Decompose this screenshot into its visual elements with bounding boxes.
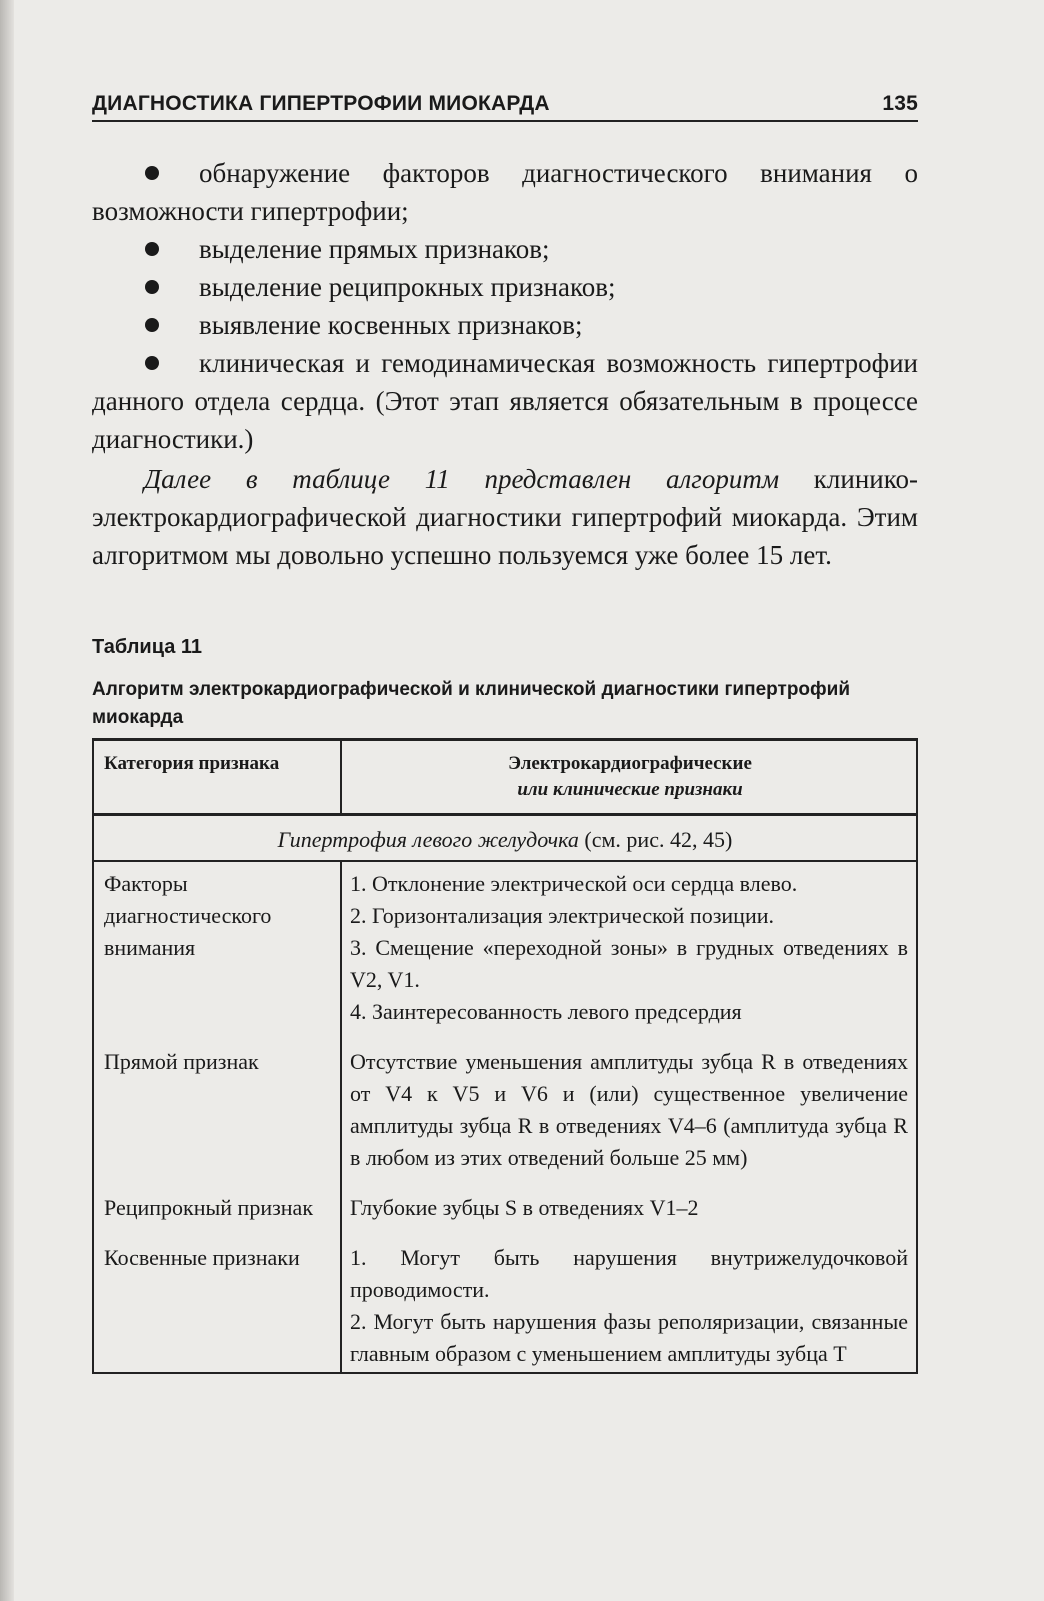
table-label: Таблица 11 <box>92 636 203 658</box>
body-paragraph: Далее в таблице 11 представлен алгоритм клинико-электрокардиографической диагностики гипертрофий миокарда. Этим алгоритмом мы довольно успешно пользуемся уже более 15 лет. <box>92 464 918 570</box>
bullet-item: обнаружение факторов диагностического внимания о возможности гипертрофии; <box>92 154 918 230</box>
row-category: Реципрокный признак <box>93 1176 341 1226</box>
row-category: Прямой признак <box>93 1030 341 1176</box>
bullet-item: выделение прямых признаков; <box>92 230 918 268</box>
body-text <box>92 154 918 574</box>
diagnostic-table <box>92 738 918 1374</box>
sign-item: 1. Отклонение электрической оси сердца влево. <box>350 871 798 896</box>
sign-item: 2. Могут быть нарушения фазы реполяризации, связанные главным образом с уменьшением амплитуды зубца T <box>350 1309 908 1366</box>
page-number: 135 <box>882 92 918 115</box>
sign-item: 4. Заинтересованность левого предсердия <box>350 999 742 1024</box>
table-section-row <box>93 815 917 862</box>
bullet-item: клиническая и гемодинамическая возможность гипертрофии данного отдела сердца. (Этот этап является обязательным в процессе диагностики.) <box>92 344 918 458</box>
row-signs <box>341 1226 917 1373</box>
table-row <box>93 1030 917 1176</box>
table-caption: Алгоритм электрокардиографической и клинической диагностики гипертрофий миокарда <box>92 679 851 728</box>
bullet-item: выделение реципрокных признаков; <box>92 268 918 306</box>
sign-item: 1. Могут быть нарушения внутрижелудочковой проводимости. <box>350 1245 908 1302</box>
header-title: ДИАГНОСТИКА ГИПЕРТРОФИИ МИОКАРДА <box>92 92 550 115</box>
page-gutter-shadow <box>0 0 14 1601</box>
table-row <box>93 1176 917 1226</box>
table-row <box>93 1226 917 1373</box>
column-header-signs: Электрокардиографические или клинические признаки <box>341 740 917 815</box>
table-header-row <box>93 740 917 815</box>
row-signs: Отсутствие уменьшения амплитуды зубца R в отведениях от V4 к V5 и V6 и (или) существенное увеличение амплитуды зубца R в отведениях V4–6 (амплитуда зубца R в любом из этих отведений больше 25 мм) <box>341 1030 917 1176</box>
row-category: Косвенные признаки <box>93 1226 341 1373</box>
row-signs: Глубокие зубцы S в отведениях V1–2 <box>341 1176 917 1226</box>
running-header <box>92 92 918 122</box>
sign-item: 3. Смещение «переходной зоны» в грудных отведениях в V2, V1. <box>350 935 908 992</box>
sign-item: 2. Горизонтализация электрической позиции. <box>350 903 774 928</box>
table-row <box>93 861 917 1030</box>
bullet-item: выявление косвенных признаков; <box>92 306 918 344</box>
row-signs <box>341 861 917 1030</box>
column-header-category: Категория признака <box>93 740 341 815</box>
row-category: Факторы диагностического внимания <box>93 861 341 1030</box>
section-title: Гипертрофия левого желудочка (см. рис. 42, 45) <box>93 815 917 862</box>
